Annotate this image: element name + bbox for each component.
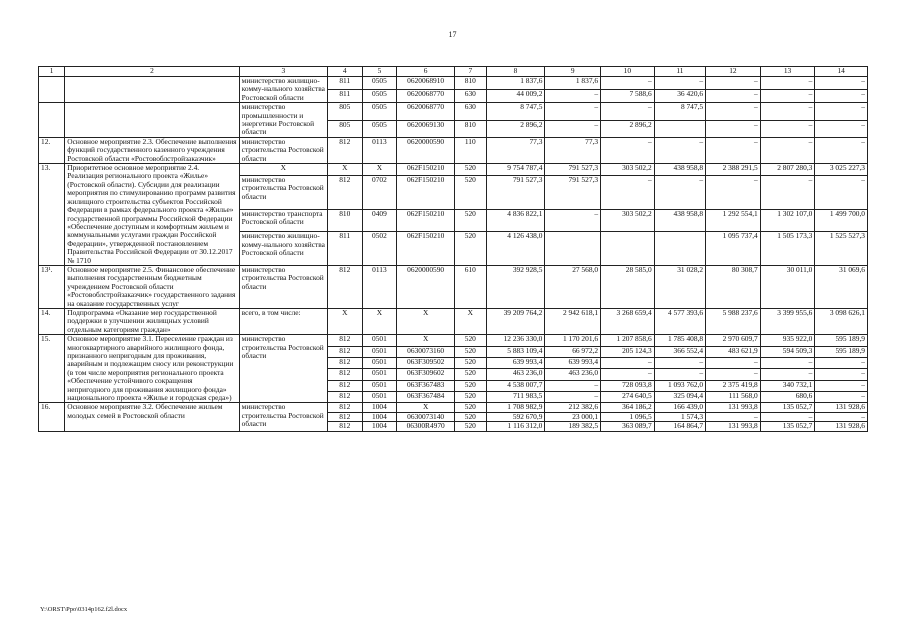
amount-cell: 164 864,7 xyxy=(654,422,705,431)
amount-cell: 1 170 201,6 xyxy=(545,335,601,346)
amount-cell: 595 189,9 xyxy=(815,346,868,357)
code-cell: 812 xyxy=(327,357,362,368)
code-cell: 810 xyxy=(455,77,487,90)
amount-cell: – xyxy=(654,357,705,368)
amount-cell: 463 236,0 xyxy=(486,369,545,380)
code-cell: 0620068910 xyxy=(397,77,455,90)
amount-cell: 4 577 393,6 xyxy=(654,308,705,334)
amount-cell: – xyxy=(654,369,705,380)
code-cell: 063F309602 xyxy=(397,369,455,380)
table-row xyxy=(39,403,868,412)
event-name: Основное мероприятие 2.5. Финансовое обеспечение выполнения государственным бюджетным учреждением Ростовской области «Ростовоблстройзаказчик» государственного задания на оказание государственных услуг xyxy=(65,265,239,308)
amount-cell: 27 568,0 xyxy=(545,265,601,308)
event-name: Подпрограмма «Оказание мер государственной поддержки в улучшении жилищных условий отдельным категориям граждан» xyxy=(65,308,239,334)
page-number: 17 xyxy=(448,30,457,39)
code-cell: 063F367484 xyxy=(397,392,455,403)
code-cell: 0502 xyxy=(362,232,397,266)
column-number: 1 xyxy=(39,67,65,77)
code-cell: 0620068770 xyxy=(397,90,455,103)
amount-cell: 8 747,5 xyxy=(486,103,545,120)
amount-cell: 340 732,1 xyxy=(760,380,815,391)
amount-cell: 2 807 280,3 xyxy=(760,164,815,176)
amount-cell: – xyxy=(760,369,815,380)
amount-cell: 1 785 408,8 xyxy=(654,335,705,346)
executor-name: всего, в том числе: xyxy=(239,308,327,334)
amount-cell: – xyxy=(545,209,601,232)
row-number: 13. xyxy=(39,164,65,266)
code-cell: X xyxy=(327,308,362,334)
code-cell: 063F367483 xyxy=(397,380,455,391)
table-row xyxy=(39,335,868,346)
code-cell: 1004 xyxy=(362,403,397,412)
amount-cell: 1 525 527,3 xyxy=(815,232,868,266)
amount-cell: – xyxy=(706,77,761,90)
executor-name: министерство строительства Ростовской области xyxy=(239,137,327,163)
event-name xyxy=(65,77,239,103)
amount-cell: 791 527,3 xyxy=(486,176,545,210)
amount-cell: 7 588,6 xyxy=(601,90,655,103)
budget-table xyxy=(38,66,868,432)
code-cell: 520 xyxy=(455,422,487,431)
code-cell: 0501 xyxy=(362,392,397,403)
amount-cell: 2 896,2 xyxy=(601,120,655,137)
amount-cell: 3 025 227,3 xyxy=(815,164,868,176)
code-cell: 0505 xyxy=(362,120,397,137)
amount-cell: 483 621,9 xyxy=(706,346,761,357)
amount-cell: 463 236,0 xyxy=(545,369,601,380)
amount-cell: 3 098 626,1 xyxy=(815,308,868,334)
code-cell: 520 xyxy=(455,369,487,380)
event-name: Основное мероприятие 2.3. Обеспечение выполнения функций государственного казенного учреждения Ростовской области «Ростовоблстройзаказчик» xyxy=(65,137,239,163)
code-cell: 06300R4970 xyxy=(397,422,455,431)
code-cell: 062F150210 xyxy=(397,232,455,266)
code-cell: 520 xyxy=(455,209,487,232)
amount-cell: 364 186,2 xyxy=(601,403,655,412)
column-number: 5 xyxy=(362,67,397,77)
amount-cell: 3 399 955,6 xyxy=(760,308,815,334)
amount-cell: – xyxy=(545,103,601,120)
amount-cell: – xyxy=(815,412,868,421)
code-cell: 630 xyxy=(455,103,487,120)
code-cell: 812 xyxy=(327,412,362,421)
amount-cell: 12 236 330,0 xyxy=(486,335,545,346)
event-name: Основное мероприятие 3.1. Переселение граждан из многоквартирного аварийного жилищного фонда, признанного непригодным для проживания, аварийным и подлежащим сносу или реконструкции (в том числе мероприятия регионального проекта «Обеспечение устойчивого сокращения непригодного для проживания жилищного фонда» национального проекта «Жилье и городская среда») xyxy=(65,335,239,403)
row-number: 16. xyxy=(39,403,65,431)
event-name xyxy=(65,103,239,138)
code-cell: 1004 xyxy=(362,422,397,431)
code-cell: 0409 xyxy=(362,209,397,232)
code-cell: 0505 xyxy=(362,77,397,90)
amount-cell: 135 052,7 xyxy=(760,422,815,431)
amount-cell: 1 096,5 xyxy=(601,412,655,421)
code-cell: 810 xyxy=(327,209,362,232)
code-cell: 520 xyxy=(455,403,487,412)
row-number: 15. xyxy=(39,335,65,403)
column-number: 3 xyxy=(239,67,327,77)
amount-cell: 680,6 xyxy=(760,392,815,403)
amount-cell: – xyxy=(706,137,761,163)
amount-cell: 166 439,0 xyxy=(654,403,705,412)
event-name: Приоритетное основное мероприятие 2.4. Реализация регионального проекта «Жилье» (Ростовской области). Субсидии для реализации мероприятия по стимулированию программ развития жилищного строительства субъектов Российской Федерации в рамках федерального проекта «Жилье» государственной программы Российской Федерации «Обеспечение доступным и комфортным жильем и коммунальными услугами граждан Российской Федерации», утвержденной постановлением Правительства Российской Федерации от 30.12.2017 № 1710 xyxy=(65,164,239,266)
code-cell: 811 xyxy=(327,90,362,103)
amount-cell: – xyxy=(760,103,815,120)
amount-cell: 4 836 822,1 xyxy=(486,209,545,232)
amount-cell: – xyxy=(706,90,761,103)
amount-cell: – xyxy=(601,77,655,90)
event-name: Основное мероприятие 3.2. Обеспечение жильем молодых семей в Ростовской области xyxy=(65,403,239,431)
code-cell: 0620069130 xyxy=(397,120,455,137)
amount-cell xyxy=(654,120,705,137)
code-cell: X xyxy=(362,308,397,334)
code-cell: 520 xyxy=(455,357,487,368)
amount-cell: 131 928,6 xyxy=(815,403,868,412)
amount-cell: 1 837,6 xyxy=(545,77,601,90)
executor-name: X xyxy=(239,164,327,176)
amount-cell: – xyxy=(706,412,761,421)
amount-cell: 131 993,8 xyxy=(706,403,761,412)
table-row xyxy=(39,265,868,308)
row-number: 12. xyxy=(39,137,65,163)
amount-cell: 935 922,0 xyxy=(760,335,815,346)
code-cell: X xyxy=(327,164,362,176)
code-cell: 812 xyxy=(327,335,362,346)
code-cell: 812 xyxy=(327,369,362,380)
amount-cell: 3 268 659,4 xyxy=(601,308,655,334)
table-row xyxy=(39,103,868,120)
amount-cell: 28 585,0 xyxy=(601,265,655,308)
row-number xyxy=(39,103,65,138)
amount-cell: – xyxy=(706,103,761,120)
amount-cell: 1 292 554,1 xyxy=(706,209,761,232)
amount-cell: – xyxy=(545,90,601,103)
amount-cell: 66 972,2 xyxy=(545,346,601,357)
amount-cell: 131 928,6 xyxy=(815,422,868,431)
code-cell: 110 xyxy=(455,137,487,163)
amount-cell: 212 382,6 xyxy=(545,403,601,412)
amount-cell: – xyxy=(760,137,815,163)
amount-cell: 4 538 007,7 xyxy=(486,380,545,391)
amount-cell: – xyxy=(654,176,705,210)
executor-name: министерство строительства Ростовской области xyxy=(239,335,327,403)
amount-cell: – xyxy=(815,380,868,391)
amount-cell: 791 527,3 xyxy=(545,176,601,210)
amount-cell: 438 958,8 xyxy=(654,209,705,232)
amount-cell: 592 670,9 xyxy=(486,412,545,421)
code-cell: 0702 xyxy=(362,176,397,210)
amount-cell: 1 116 312,0 xyxy=(486,422,545,431)
code-cell: 805 xyxy=(327,120,362,137)
amount-cell: 4 126 438,0 xyxy=(486,232,545,266)
amount-cell: – xyxy=(760,90,815,103)
table-row xyxy=(39,137,868,163)
amount-cell: – xyxy=(815,176,868,210)
amount-cell: 1 302 107,0 xyxy=(760,209,815,232)
amount-cell: 791 527,3 xyxy=(545,164,601,176)
column-number: 6 xyxy=(397,67,455,77)
code-cell: 0630073140 xyxy=(397,412,455,421)
code-cell: 630 xyxy=(455,90,487,103)
amount-cell: 366 552,4 xyxy=(654,346,705,357)
code-cell: 0113 xyxy=(362,137,397,163)
amount-cell: – xyxy=(815,90,868,103)
code-cell: 0620000590 xyxy=(397,137,455,163)
amount-cell: – xyxy=(601,369,655,380)
amount-cell: – xyxy=(815,77,868,90)
code-cell: 520 xyxy=(455,412,487,421)
amount-cell: – xyxy=(815,137,868,163)
code-cell: 063F309502 xyxy=(397,357,455,368)
amount-cell: 438 958,8 xyxy=(654,164,705,176)
amount-cell: 31 069,6 xyxy=(815,265,868,308)
amount-cell: 31 028,2 xyxy=(654,265,705,308)
code-cell: 812 xyxy=(327,137,362,163)
amount-cell: 80 308,7 xyxy=(706,265,761,308)
amount-cell: 77,3 xyxy=(545,137,601,163)
amount-cell xyxy=(545,232,601,266)
amount-cell: 1 505 173,3 xyxy=(760,232,815,266)
amount-cell: 5 988 237,6 xyxy=(706,308,761,334)
column-number: 12 xyxy=(706,67,761,77)
amount-cell: – xyxy=(601,137,655,163)
amount-cell: – xyxy=(706,369,761,380)
row-number: 14. xyxy=(39,308,65,334)
table-row xyxy=(39,77,868,90)
code-cell: 0113 xyxy=(362,265,397,308)
code-cell: X xyxy=(455,308,487,334)
code-cell: 0501 xyxy=(362,357,397,368)
amount-cell: 36 420,6 xyxy=(654,90,705,103)
amount-cell: – xyxy=(815,369,868,380)
amount-cell: 77,3 xyxy=(486,137,545,163)
executor-name: министерство строительства Ростовской области xyxy=(239,176,327,210)
amount-cell: 2 970 609,7 xyxy=(706,335,761,346)
amount-cell: – xyxy=(706,176,761,210)
amount-cell: 135 052,7 xyxy=(760,403,815,412)
column-number: 10 xyxy=(601,67,655,77)
amount-cell: – xyxy=(601,103,655,120)
amount-cell: 1 837,6 xyxy=(486,77,545,90)
code-cell: X xyxy=(397,403,455,412)
code-cell: 812 xyxy=(327,403,362,412)
amount-cell: 1 708 982,9 xyxy=(486,403,545,412)
code-cell: 812 xyxy=(327,380,362,391)
code-cell: 520 xyxy=(455,392,487,403)
code-cell: 0620068770 xyxy=(397,103,455,120)
executor-name: министерство строительства Ростовской области xyxy=(239,265,327,308)
amount-cell: 8 747,5 xyxy=(654,103,705,120)
code-cell: 062F150210 xyxy=(397,176,455,210)
code-cell: 062F150210 xyxy=(397,209,455,232)
amount-cell: 711 983,5 xyxy=(486,392,545,403)
amount-cell: 2 388 291,5 xyxy=(706,164,761,176)
amount-cell: 44 009,2 xyxy=(486,90,545,103)
amount-cell: 205 124,3 xyxy=(601,346,655,357)
amount-cell: – xyxy=(706,357,761,368)
amount-cell: 274 640,5 xyxy=(601,392,655,403)
amount-cell: – xyxy=(654,137,705,163)
amount-cell: 303 502,2 xyxy=(601,209,655,232)
amount-cell: 189 382,5 xyxy=(545,422,601,431)
executor-name: министерство жилищно-комму-нального хозяйства Ростовской области xyxy=(239,232,327,266)
amount-cell: 728 093,8 xyxy=(601,380,655,391)
executor-name: министерство транспорта Ростовской области xyxy=(239,209,327,232)
amount-cell: 1 574,3 xyxy=(654,412,705,421)
executor-name: министерство жилищно-комму-нального хозяйства Ростовской области xyxy=(239,77,327,103)
table-row xyxy=(39,164,868,176)
code-cell: 0505 xyxy=(362,103,397,120)
amount-cell: – xyxy=(760,120,815,137)
amount-cell: 23 000,1 xyxy=(545,412,601,421)
executor-name: министерство промышленности и энергетики Ростовской области xyxy=(239,103,327,138)
code-cell: 812 xyxy=(327,392,362,403)
table-row xyxy=(39,308,868,334)
amount-cell: 392 928,5 xyxy=(486,265,545,308)
column-number-row xyxy=(39,67,868,77)
amount-cell xyxy=(601,232,655,266)
code-cell: 812 xyxy=(327,422,362,431)
amount-cell: 1 095 737,4 xyxy=(706,232,761,266)
code-cell: X xyxy=(362,164,397,176)
amount-cell: 303 502,2 xyxy=(601,164,655,176)
amount-cell: – xyxy=(706,120,761,137)
amount-cell: 639 993,4 xyxy=(545,357,601,368)
executor-name: министерство строительства Ростовской области xyxy=(239,403,327,431)
code-cell: 520 xyxy=(455,232,487,266)
row-number: 13¹. xyxy=(39,265,65,308)
amount-cell: – xyxy=(545,392,601,403)
amount-cell: – xyxy=(760,176,815,210)
code-cell: X xyxy=(397,335,455,346)
file-path-footer: Y:\ORST\Ppo\0314p162.f2l.docx xyxy=(40,606,128,613)
code-cell: 0630073160 xyxy=(397,346,455,357)
amount-cell: 1 207 858,6 xyxy=(601,335,655,346)
amount-cell: – xyxy=(815,357,868,368)
amount-cell: – xyxy=(815,103,868,120)
column-number: 14 xyxy=(815,67,868,77)
amount-cell: 111 568,0 xyxy=(706,392,761,403)
code-cell: 062F150210 xyxy=(397,164,455,176)
amount-cell: 1 499 700,0 xyxy=(815,209,868,232)
amount-cell: 325 094,4 xyxy=(654,392,705,403)
code-cell: 520 xyxy=(455,380,487,391)
amount-cell: – xyxy=(760,77,815,90)
amount-cell xyxy=(654,232,705,266)
amount-cell: – xyxy=(654,77,705,90)
amount-cell: – xyxy=(545,380,601,391)
amount-cell: 2 375 419,8 xyxy=(706,380,761,391)
code-cell: 520 xyxy=(455,346,487,357)
code-cell: 610 xyxy=(455,265,487,308)
amount-cell: 131 993,8 xyxy=(706,422,761,431)
amount-cell: 30 011,0 xyxy=(760,265,815,308)
amount-cell: 39 209 764,2 xyxy=(486,308,545,334)
code-cell: 812 xyxy=(327,346,362,357)
code-cell: 810 xyxy=(455,120,487,137)
column-number: 7 xyxy=(455,67,487,77)
code-cell: 0620000590 xyxy=(397,265,455,308)
column-number: 9 xyxy=(545,67,601,77)
code-cell: 805 xyxy=(327,103,362,120)
code-cell: 812 xyxy=(327,265,362,308)
code-cell: 0501 xyxy=(362,369,397,380)
code-cell: 0501 xyxy=(362,346,397,357)
code-cell: 1004 xyxy=(362,412,397,421)
column-number: 8 xyxy=(486,67,545,77)
code-cell: 520 xyxy=(455,335,487,346)
code-cell: 811 xyxy=(327,77,362,90)
column-number: 4 xyxy=(327,67,362,77)
amount-cell: – xyxy=(601,357,655,368)
amount-cell: 1 093 762,0 xyxy=(654,380,705,391)
row-number xyxy=(39,77,65,103)
column-number: 2 xyxy=(65,67,239,77)
amount-cell: – xyxy=(545,120,601,137)
amount-cell: 2 896,2 xyxy=(486,120,545,137)
amount-cell: 5 883 109,4 xyxy=(486,346,545,357)
code-cell: 520 xyxy=(455,164,487,176)
column-number: 11 xyxy=(654,67,705,77)
code-cell: 0501 xyxy=(362,335,397,346)
amount-cell: 595 189,9 xyxy=(815,335,868,346)
amount-cell: – xyxy=(601,176,655,210)
amount-cell: 9 754 787,4 xyxy=(486,164,545,176)
amount-cell: 639 993,4 xyxy=(486,357,545,368)
amount-cell: – xyxy=(815,392,868,403)
code-cell: 520 xyxy=(455,176,487,210)
code-cell: 0505 xyxy=(362,90,397,103)
amount-cell: 2 942 618,1 xyxy=(545,308,601,334)
code-cell: 812 xyxy=(327,176,362,210)
amount-cell: 363 089,7 xyxy=(601,422,655,431)
amount-cell: – xyxy=(815,120,868,137)
amount-cell: – xyxy=(760,357,815,368)
amount-cell: 594 509,3 xyxy=(760,346,815,357)
code-cell: X xyxy=(397,308,455,334)
column-number: 13 xyxy=(760,67,815,77)
code-cell: 811 xyxy=(327,232,362,266)
amount-cell: – xyxy=(760,412,815,421)
code-cell: 0501 xyxy=(362,380,397,391)
